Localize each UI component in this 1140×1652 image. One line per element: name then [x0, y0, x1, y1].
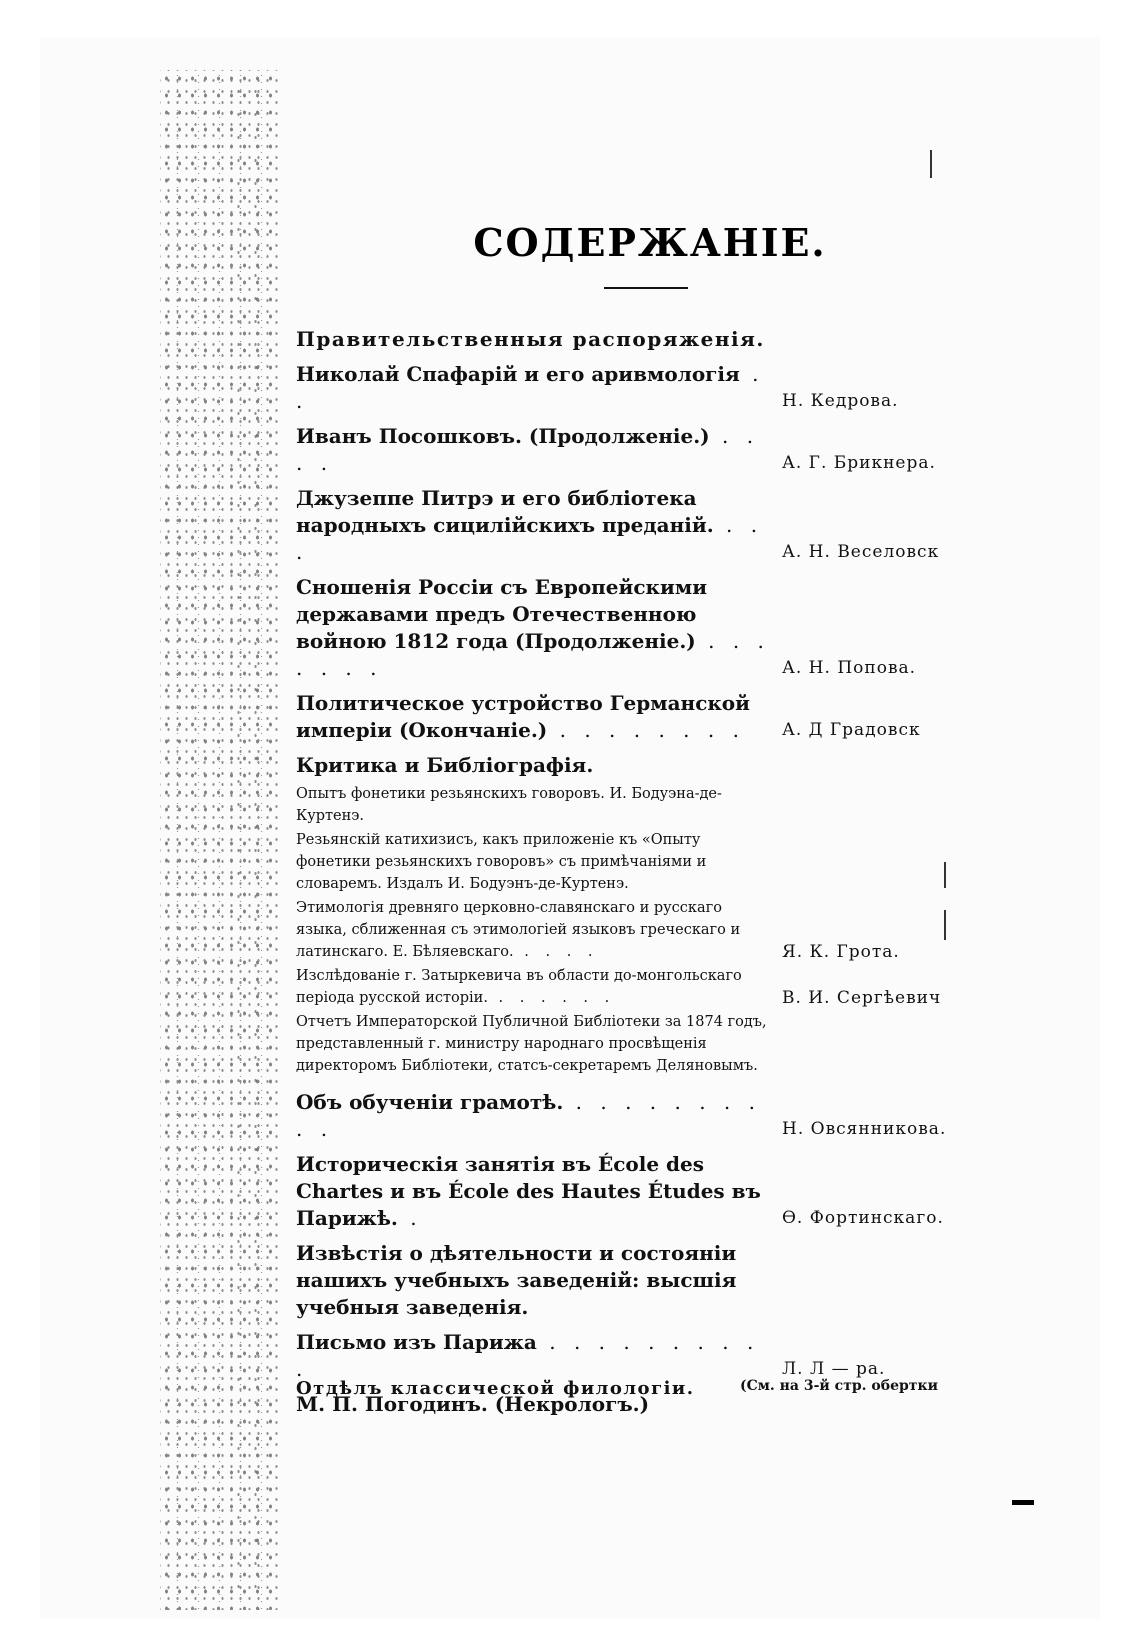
toc-entry-title: Опытъ фонетики резьянскихъ говоровъ. И. Бодуэна-де-Куртенэ. [296, 786, 722, 824]
toc-entry-title: Правительственныя распоряженія. [296, 327, 765, 351]
toc-entry [296, 752, 986, 779]
toc-entry-title: Историческія занятія въ École des Chartes и въ École des Hautes Études въ Парижѣ. . [296, 1152, 761, 1230]
toc-entry [296, 1240, 986, 1321]
page-title: СОДЕРЖАНІЕ. [473, 220, 827, 265]
toc-entry [296, 423, 986, 477]
toc-entry-author: А. Д Градовск [782, 720, 921, 740]
leader-dots: . . . . . . . . [547, 718, 745, 742]
toc-entry-author: А. Н. Веселовск [782, 542, 940, 562]
toc-entry [296, 1011, 986, 1077]
toc-entry [296, 1089, 986, 1143]
toc-entry-author: Н. Овсянникова. [782, 1119, 947, 1139]
leader-dots: . . [296, 362, 765, 413]
toc-entry [296, 1151, 986, 1232]
toc-entry-author: А. Г. Брикнера. [782, 453, 936, 473]
toc-entry-title: Николай Спафарій и его аривмологія . . [296, 362, 765, 413]
toc-entry-title: Резьянскій катихизисъ, какъ приложеніе къ «Опыту фонетики резьянскихъ говоровъ» съ примѣчаніями и словаремъ. Издалъ И. Бодуэнъ-де-Куртенэ. [296, 832, 707, 892]
leader-dots: . . . . [296, 424, 760, 475]
toc-entry-title: Джузеппе Питрэ и его библіотека народныхъ сицилійскихъ преданій. . . . [296, 486, 764, 564]
toc-entry [296, 690, 986, 744]
leader-dots: . . . [296, 513, 764, 564]
toc-entry-title: Сношенія Россіи съ Европейскими державами предъ Отечественною войною 1812 года (Продолженіе.) . . . . . . . [296, 575, 770, 680]
leader-dots: . . . . . . . [296, 629, 770, 680]
leader-dots: . . . . . . [487, 990, 616, 1006]
toc-entry-author: Н. Кедрова. [782, 391, 899, 411]
toc-entry [296, 965, 986, 1009]
toc-entry [296, 783, 986, 827]
toc-entry-author: Я. К. Грота. [782, 942, 900, 962]
toc-entry [296, 897, 986, 963]
footer-note: (См. на 3-й стр. обертки [740, 1378, 938, 1394]
leader-dots: . . . . [513, 944, 599, 960]
toc-entry-title: Этимологія древняго церковно-славянскаго и русскаго языка, сближенная съ этимологіей языковъ греческаго и латинскаго. Е. Бѣляевскаго. . . . . [296, 900, 741, 960]
toc-entry [296, 485, 986, 566]
footer [296, 1378, 996, 1408]
toc-entry [296, 361, 986, 415]
toc-entry-title: Иванъ Посошковъ. (Продолженіе.) . . . . [296, 424, 760, 475]
scan-mark [1012, 1500, 1034, 1505]
leader-dots: . . . . . . . . . . [296, 1090, 761, 1141]
toc-entry-title: Отчетъ Императорской Публичной Библіотеки за 1874 годъ, представленный г. министру народнаго просвѣщенія директоромъ Библіотеки, статсъ-секретаремъ Деляновымъ. [296, 1014, 767, 1074]
toc-entry [296, 1329, 986, 1383]
toc-entry-author: А. Н. Попова. [782, 658, 917, 678]
toc-entry [296, 326, 986, 353]
leader-dots: . . . . . . . . . . [296, 1330, 760, 1381]
toc-entry [296, 574, 986, 682]
footer-section-title: Отдѣлъ классической филологіи. [296, 1378, 695, 1399]
toc-entry-title: Письмо изъ Парижа . . . . . . . . . . [296, 1330, 760, 1381]
title-divider [604, 287, 688, 289]
toc-entry-title: Политическое устройство Германской имперіи (Окончаніе.) . . . . . . . . [296, 691, 750, 742]
toc-entry-author: Ѳ. Фортинскаго. [782, 1208, 944, 1228]
scan-mark [930, 150, 932, 178]
toc-entry [296, 829, 986, 895]
toc-entry-title: Извѣстія о дѣятельности и состояніи нашихъ учебныхъ заведеній: высшія учебныя заведенія. [296, 1241, 737, 1319]
table-of-contents [296, 320, 986, 1418]
toc-entry-title: М. П. Погодинъ. (Некрологъ.) [296, 1392, 650, 1416]
scan-noise-inner [230, 80, 270, 1600]
toc-entry-title: Объ обученіи грамотѣ. . . . . . . . . . . [296, 1090, 761, 1141]
toc-entry-author: В. И. Сергѣевич [782, 988, 942, 1008]
toc-entry-title: Критика и Библіографія. [296, 753, 594, 777]
leader-dots: . [397, 1206, 423, 1230]
toc-entry-title: Изслѣдованіе г. Затыркевича въ области до-монгольскаго періода русской исторіи. . . . . . . [296, 968, 742, 1006]
toc-entry-author: Л. Л — ра. [782, 1359, 886, 1379]
